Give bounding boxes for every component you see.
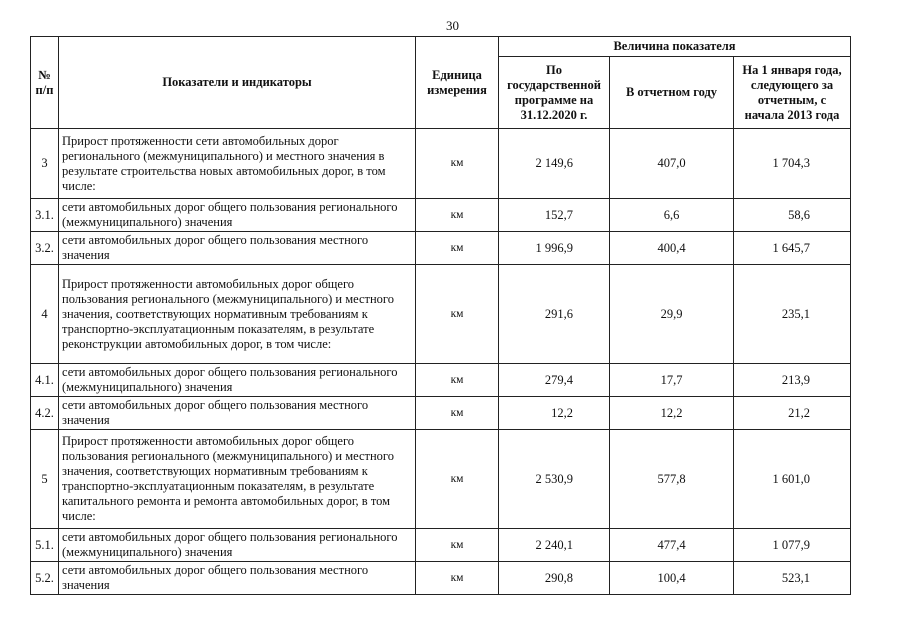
row-reporting-value: 17,7 bbox=[610, 364, 734, 397]
row-program-value: 152,7 bbox=[499, 199, 610, 232]
header-jan1: На 1 января года, следующего за отчетным, с начала 2013 года bbox=[734, 57, 851, 129]
row-program-value: 291,6 bbox=[499, 265, 610, 364]
header-program: По государственной программе на 31.12.2020 г. bbox=[499, 57, 610, 129]
row-indicator-text: Прирост протяженности сети автомобильных дорог регионального (межмуниципального) и местного значения в результате строительства новых автомобильных дорог, в том числе: bbox=[59, 129, 416, 199]
header-reporting: В отчетном году bbox=[610, 57, 734, 129]
indicators-table bbox=[30, 36, 851, 595]
row-reporting-value: 400,4 bbox=[610, 232, 734, 265]
header-num: № п/п bbox=[31, 37, 59, 129]
row-program-value: 2 149,6 bbox=[499, 129, 610, 199]
row-indicator-text: Прирост протяженности автомобильных дорог общего пользования регионального (межмуниципального) и местного значения, соответствующих нормативным требованиям к транспортно-эксплуатационным показателям, в результате капитального ремонта и ремонта автомобильных дорог, в том числе: bbox=[59, 430, 416, 529]
row-program-value: 2 240,1 bbox=[499, 529, 610, 562]
row-indicator-text: сети автомобильных дорог общего пользования местного значения bbox=[59, 562, 416, 595]
row-jan1-value: 1 704,3 bbox=[734, 129, 851, 199]
row-jan1-value: 1 645,7 bbox=[734, 232, 851, 265]
row-unit: км bbox=[416, 529, 499, 562]
row-program-value: 1 996,9 bbox=[499, 232, 610, 265]
header-indicators: Показатели и индикаторы bbox=[59, 37, 416, 129]
table-row bbox=[31, 397, 851, 430]
table-row bbox=[31, 364, 851, 397]
row-reporting-value: 477,4 bbox=[610, 529, 734, 562]
row-reporting-value: 407,0 bbox=[610, 129, 734, 199]
row-reporting-value: 577,8 bbox=[610, 430, 734, 529]
row-indicator-text: сети автомобильных дорог общего пользования регионального (межмуниципального) значения bbox=[59, 364, 416, 397]
row-jan1-value: 21,2 bbox=[734, 397, 851, 430]
row-number: 3.1. bbox=[31, 199, 59, 232]
row-unit: км bbox=[416, 232, 499, 265]
row-unit: км bbox=[416, 265, 499, 364]
row-number: 4 bbox=[31, 265, 59, 364]
row-program-value: 2 530,9 bbox=[499, 430, 610, 529]
row-number: 5 bbox=[31, 430, 59, 529]
row-number: 4.2. bbox=[31, 397, 59, 430]
row-unit: км bbox=[416, 129, 499, 199]
row-number: 5.2. bbox=[31, 562, 59, 595]
table-row bbox=[31, 199, 851, 232]
row-reporting-value: 100,4 bbox=[610, 562, 734, 595]
row-indicator-text: Прирост протяженности автомобильных дорог общего пользования регионального (межмуниципального) и местного значения, соответствующих нормативным требованиям к транспортно-эксплуатационным показателям, в результате реконструкции автомобильных дорог, в том числе: bbox=[59, 265, 416, 364]
row-indicator-text: сети автомобильных дорог общего пользования местного значения bbox=[59, 397, 416, 430]
row-unit: км bbox=[416, 364, 499, 397]
row-number: 3 bbox=[31, 129, 59, 199]
row-number: 3.2. bbox=[31, 232, 59, 265]
row-reporting-value: 12,2 bbox=[610, 397, 734, 430]
row-number: 5.1. bbox=[31, 529, 59, 562]
row-reporting-value: 6,6 bbox=[610, 199, 734, 232]
page-number: 30 bbox=[446, 18, 459, 33]
table-row bbox=[31, 265, 851, 364]
row-unit: км bbox=[416, 397, 499, 430]
row-jan1-value: 235,1 bbox=[734, 265, 851, 364]
table-row bbox=[31, 430, 851, 529]
row-number: 4.1. bbox=[31, 364, 59, 397]
row-indicator-text: сети автомобильных дорог общего пользования местного значения bbox=[59, 232, 416, 265]
row-jan1-value: 523,1 bbox=[734, 562, 851, 595]
header-unit: Единица измерения bbox=[416, 37, 499, 129]
table-row bbox=[31, 529, 851, 562]
row-program-value: 12,2 bbox=[499, 397, 610, 430]
header-value-group: Величина показателя bbox=[499, 37, 851, 57]
row-reporting-value: 29,9 bbox=[610, 265, 734, 364]
table-row bbox=[31, 562, 851, 595]
row-jan1-value: 213,9 bbox=[734, 364, 851, 397]
row-jan1-value: 58,6 bbox=[734, 199, 851, 232]
row-indicator-text: сети автомобильных дорог общего пользования регионального (межмуниципального) значения bbox=[59, 529, 416, 562]
table-row bbox=[31, 129, 851, 199]
row-jan1-value: 1 601,0 bbox=[734, 430, 851, 529]
row-indicator-text: сети автомобильных дорог общего пользования регионального (межмуниципального) значения bbox=[59, 199, 416, 232]
row-program-value: 279,4 bbox=[499, 364, 610, 397]
row-unit: км bbox=[416, 199, 499, 232]
table-row bbox=[31, 232, 851, 265]
row-unit: км bbox=[416, 430, 499, 529]
row-program-value: 290,8 bbox=[499, 562, 610, 595]
row-unit: км bbox=[416, 562, 499, 595]
row-jan1-value: 1 077,9 bbox=[734, 529, 851, 562]
